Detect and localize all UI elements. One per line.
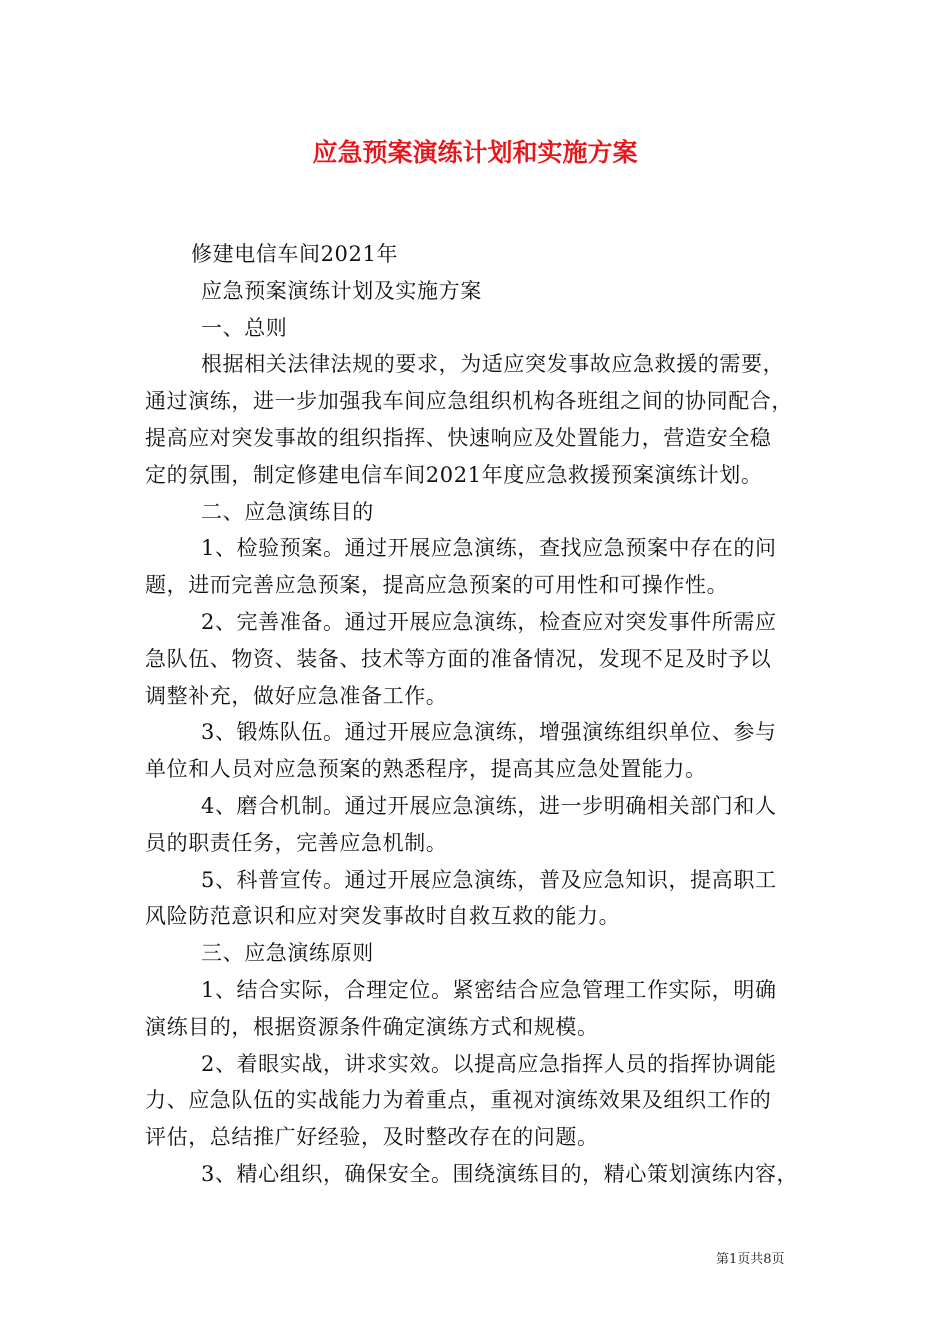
text-line: 通过演练，进一步加强我车间应急组织机构各班组之间的协同配合， — [145, 389, 793, 414]
text-line: 2、完善准备。通过开展应急演练，检查应对突发事件所需应 — [201, 609, 777, 634]
document-title: 应急预案演练计划和实施方案 — [312, 138, 638, 167]
text-line: 应急预案演练计划及实施方案 — [201, 278, 482, 303]
text-line: 三、应急演练原则 — [201, 941, 374, 966]
text-line: 修建电信车间2021年 — [191, 242, 399, 266]
text-line: 3、精心组织，确保安全。围绕演练目的，精心策划演练内容， — [201, 1161, 799, 1186]
text-line: 急队伍、物资、装备、技术等方面的准备情况，发现不足及时予以 — [145, 646, 772, 671]
text-line: 4、磨合机制。通过开展应急演练，进一步明确相关部门和人 — [201, 793, 777, 818]
text-line: 员的职责任务，完善应急机制。 — [145, 830, 448, 855]
document-body — [145, 236, 825, 1193]
text-line: 题，进而完善应急预案，提高应急预案的可用性和可操作性。 — [145, 573, 729, 598]
text-line: 定的氛围，制定修建电信车间2021年度应急救援预案演练计划。 — [145, 462, 763, 487]
text-line: 2、着眼实战，讲求实效。以提高应急指挥人员的指挥协调能 — [201, 1051, 777, 1076]
text-line: 风险防范意识和应对突发事故时自救互救的能力。 — [145, 904, 621, 929]
text-line: 二、应急演练目的 — [201, 499, 374, 524]
text-line: 一、总则 — [201, 315, 288, 340]
text-line: 3、锻炼队伍。通过开展应急演练，增强演练组织单位、参与 — [201, 720, 777, 745]
text-line: 单位和人员对应急预案的熟悉程序，提高其应急处置能力。 — [145, 757, 707, 782]
text-line: 根据相关法律法规的要求，为适应突发事故应急救援的需要， — [201, 352, 785, 377]
text-line: 力、应急队伍的实战能力为着重点，重视对演练效果及组织工作的 — [145, 1088, 772, 1113]
text-line: 提高应对突发事故的组织指挥、快速响应及处置能力，营造安全稳 — [145, 425, 772, 450]
text-line: 5、科普宣传。通过开展应急演练，普及应急知识，提高职工 — [201, 867, 777, 892]
text-line: 调整补充，做好应急准备工作。 — [145, 683, 448, 708]
text-line: 1、结合实际，合理定位。紧密结合应急管理工作实际，明确 — [201, 977, 777, 1002]
text-line: 评估，总结推广好经验，及时整改存在的问题。 — [145, 1125, 599, 1150]
page-number: 第1页共8页 — [716, 1252, 785, 1267]
text-line: 演练目的，根据资源条件确定演练方式和规模。 — [145, 1014, 599, 1039]
text-line: 1、检验预案。通过开展应急演练，查找应急预案中存在的问 — [201, 536, 777, 561]
